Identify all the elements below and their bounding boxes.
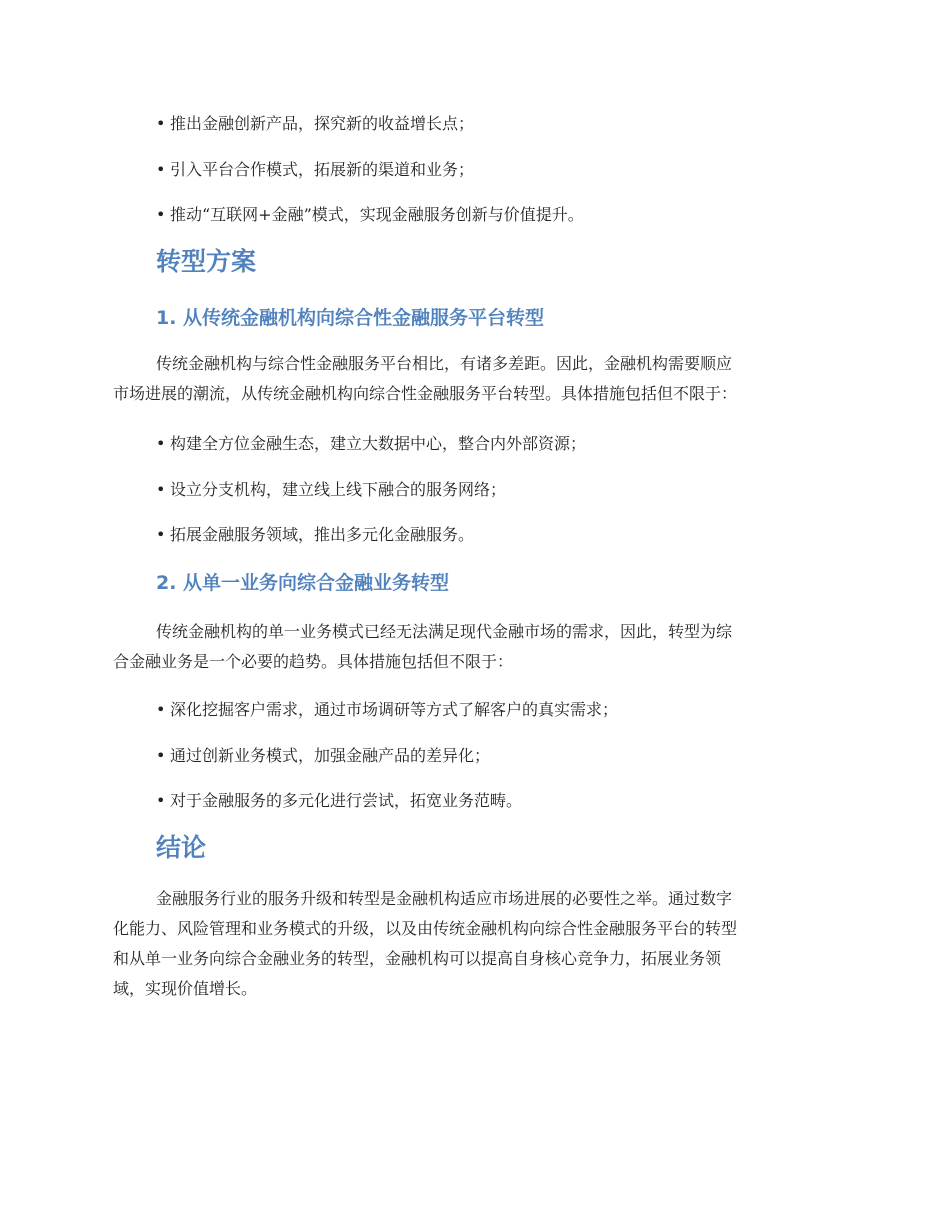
list-item — [156, 480, 506, 500]
list-item-text: 深化挖掘客户需求，通过市场调研等方式了解客户的真实需求； — [170, 700, 619, 719]
list-item — [156, 114, 474, 134]
paragraph-line: 和从单一业务向综合金融业务的转型，金融机构可以提高自身核心竞争力，拓展业务领 — [113, 949, 722, 968]
list-item-text: 引入平台合作模式，拓展新的渠道和业务； — [170, 160, 475, 179]
paragraph — [113, 617, 838, 677]
list-item-text: 设立分支机构，建立线上线下融合的服务网络； — [170, 480, 507, 499]
bullet-marker: • — [156, 114, 166, 133]
bullet-marker: • — [156, 160, 166, 179]
section-heading-transformation: 转型方案 — [156, 247, 257, 276]
paragraph-line: 传统金融机构的单一业务模式已经无法满足现代金融市场的需求，因此，转型为综 — [156, 622, 733, 641]
subsection-heading-2: 2. 从单一业务向综合金融业务转型 — [156, 572, 450, 594]
paragraph-line: 传统金融机构与综合性金融服务平台相比，有诸多差距。因此，金融机构需要顺应 — [156, 354, 733, 373]
paragraph — [113, 349, 838, 409]
list-item — [156, 700, 618, 720]
bullet-marker: • — [156, 480, 166, 499]
paragraph-line: 化能力、风险管理和业务模式的升级，以及由传统金融机构向综合性金融服务平台的转型 — [113, 919, 738, 938]
paragraph-line: 合金融业务是一个必要的趋势。具体措施包括但不限于： — [113, 652, 514, 671]
bullet-marker: • — [156, 205, 166, 224]
section-heading-conclusion: 结论 — [156, 833, 207, 862]
paragraph-line: 域，实现价值增长。 — [113, 979, 258, 998]
bullet-marker: • — [156, 525, 166, 544]
paragraph-line: 市场进展的潮流，从传统金融机构向综合性金融服务平台转型。具体措施包括但不限于： — [113, 384, 738, 403]
list-item-text: 推出金融创新产品，探究新的收益增长点； — [170, 114, 475, 133]
paragraph-line: 金融服务行业的服务升级和转型是金融机构适应市场进展的必要性之举。通过数字 — [156, 889, 733, 908]
bullet-marker: • — [156, 746, 166, 765]
list-item — [156, 160, 474, 180]
bullet-marker: • — [156, 791, 166, 810]
list-item — [156, 434, 586, 454]
list-item-text: 推动“互联网+金融”模式，实现金融服务创新与价值提升。 — [170, 205, 584, 224]
list-item — [156, 746, 490, 766]
list-item-text: 构建全方位金融生态，建立大数据中心，整合内外部资源； — [170, 434, 587, 453]
subsection-heading-1: 1. 从传统金融机构向综合性金融服务平台转型 — [156, 307, 545, 329]
list-item-text: 对于金融服务的多元化进行尝试，拓宽业务范畴。 — [170, 791, 523, 810]
bullet-marker: • — [156, 434, 166, 453]
paragraph — [113, 884, 838, 1004]
list-item-text: 通过创新业务模式，加强金融产品的差异化； — [170, 746, 491, 765]
list-item-text: 拓展金融服务领域，推出多元化金融服务。 — [170, 525, 475, 544]
list-item — [156, 205, 584, 225]
bullet-marker: • — [156, 700, 166, 719]
list-item — [156, 525, 474, 545]
list-item — [156, 791, 522, 811]
